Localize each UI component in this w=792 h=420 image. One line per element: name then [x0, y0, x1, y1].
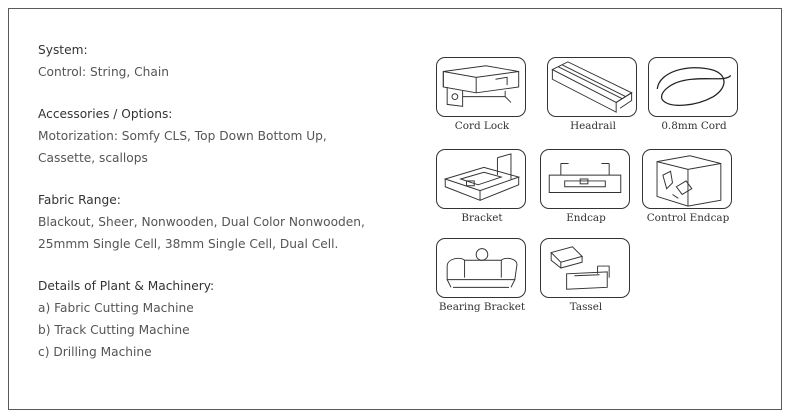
component-tassel: [540, 238, 632, 328]
control-endcap-icon: [642, 149, 732, 209]
bearing-bracket-icon: [436, 238, 526, 298]
tassel-icon: [540, 238, 630, 298]
component-endcap: [540, 149, 632, 239]
specs-column: [38, 39, 398, 363]
bracket-icon: [436, 149, 526, 209]
endcap-icon: [540, 149, 630, 209]
content-frame: [8, 8, 782, 410]
component-label: Headrail: [570, 120, 616, 132]
details-item: a) Fabric Cutting Machine: [38, 301, 194, 315]
component-bearing-bracket: [436, 238, 528, 328]
accessories-line-2: Cassette, scallops: [38, 151, 148, 165]
fabric-heading: Fabric Range:: [38, 193, 121, 207]
cord-lock-icon: [436, 57, 526, 117]
components-grid: [436, 57, 746, 327]
details-item: b) Track Cutting Machine: [38, 323, 190, 337]
accessories-line-1: Motorization: Somfy CLS, Top Down Bottom Up,: [38, 129, 327, 143]
component-label: Bracket: [461, 212, 503, 224]
component-label: Cord Lock: [454, 120, 510, 132]
cord-icon: [648, 57, 738, 117]
component-headrail: [547, 57, 639, 147]
details-item: c) Drilling Machine: [38, 345, 152, 359]
component-bracket: [436, 149, 528, 239]
component-label: Tassel: [569, 301, 603, 313]
system-heading: System:: [38, 43, 88, 57]
headrail-icon: [547, 57, 637, 117]
component-control-endcap: [642, 149, 734, 239]
component-label: Bearing Bracket: [438, 301, 526, 313]
fabric-line-1: Blackout, Sheer, Nonwooden, Dual Color Nonwooden,: [38, 215, 365, 229]
component-label: Endcap: [566, 212, 606, 224]
component-cord: [648, 57, 740, 147]
component-label: Control Endcap: [646, 212, 730, 224]
component-cord-lock: [436, 57, 528, 147]
fabric-line-2: 25mmm Single Cell, 38mm Single Cell, Dual Cell.: [38, 237, 339, 251]
system-control-line: Control: String, Chain: [38, 65, 169, 79]
accessories-heading: Accessories / Options:: [38, 107, 173, 121]
component-label: 0.8mm Cord: [661, 120, 727, 132]
details-heading: Details of Plant & Machinery:: [38, 279, 215, 293]
